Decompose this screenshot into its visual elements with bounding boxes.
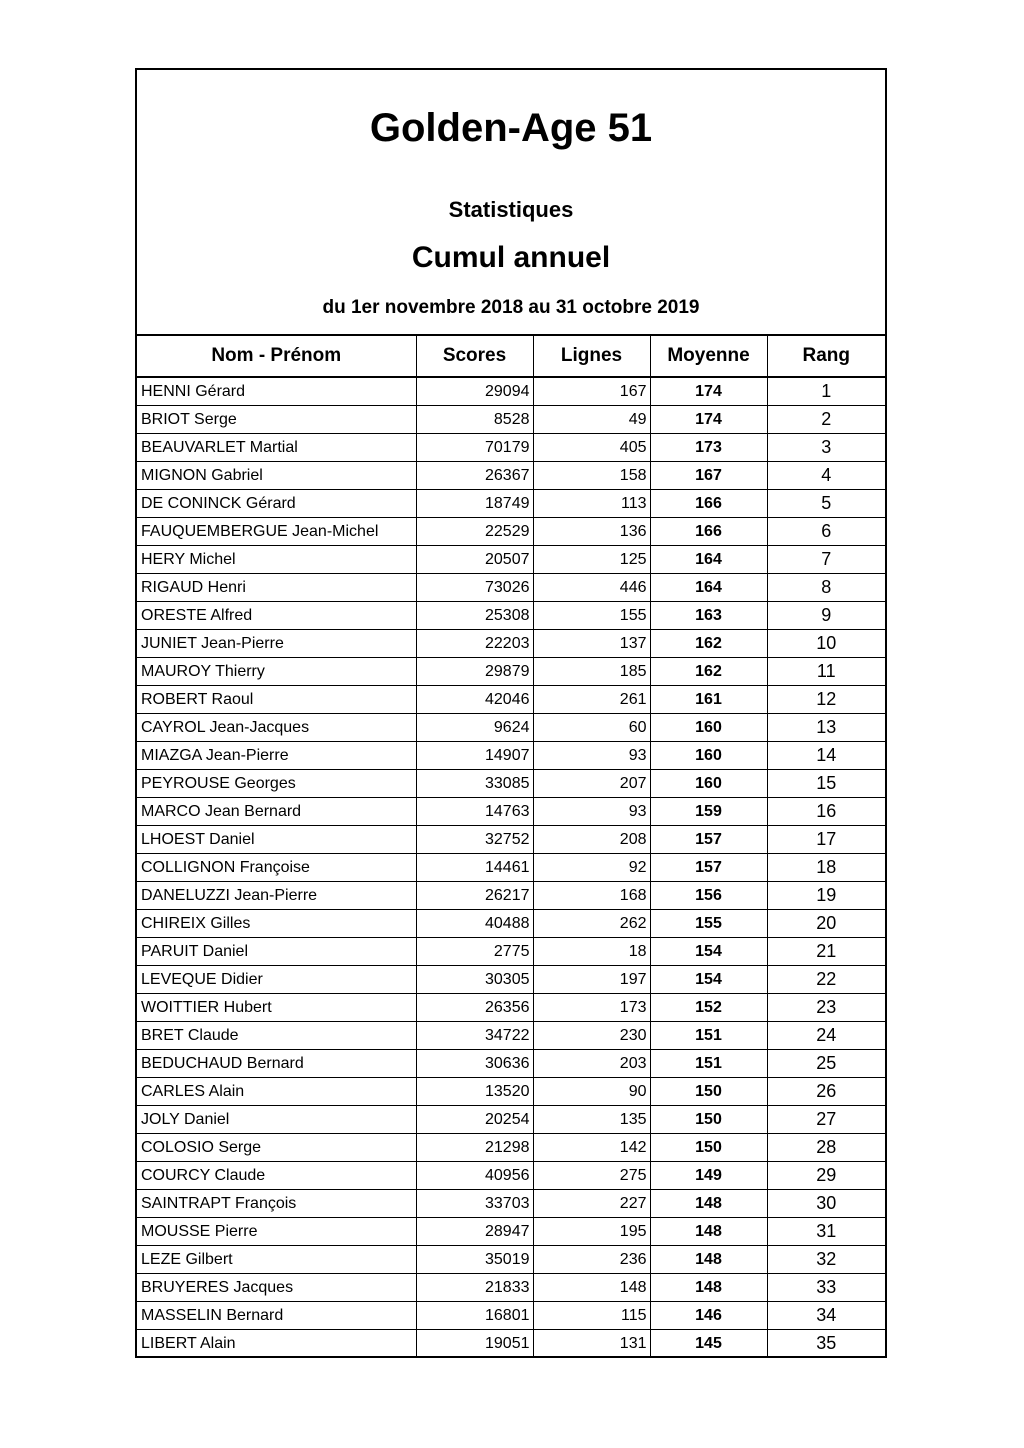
rank-cell: 9 xyxy=(767,602,885,630)
scores-cell: 73026 xyxy=(416,574,533,602)
table-row xyxy=(137,882,885,910)
scores-cell: 40488 xyxy=(416,910,533,938)
table-row xyxy=(137,434,885,462)
player-name-cell: CAYROL Jean-Jacques xyxy=(137,714,416,742)
scores-cell: 13520 xyxy=(416,1078,533,1106)
lines-cell: 230 xyxy=(533,1022,650,1050)
lines-cell: 136 xyxy=(533,518,650,546)
average-cell: 164 xyxy=(650,546,767,574)
average-cell: 151 xyxy=(650,1050,767,1078)
lines-cell: 115 xyxy=(533,1302,650,1330)
rank-cell: 32 xyxy=(767,1246,885,1274)
table-row xyxy=(137,770,885,798)
table-row xyxy=(137,1134,885,1162)
table-row xyxy=(137,1162,885,1190)
rank-cell: 22 xyxy=(767,966,885,994)
table-row xyxy=(137,798,885,826)
player-name-cell: PARUIT Daniel xyxy=(137,938,416,966)
column-header-scores: Scores xyxy=(416,335,533,377)
rank-cell: 10 xyxy=(767,630,885,658)
lines-cell: 207 xyxy=(533,770,650,798)
rank-cell: 4 xyxy=(767,462,885,490)
average-cell: 160 xyxy=(650,714,767,742)
player-name-cell: COLOSIO Serge xyxy=(137,1134,416,1162)
lines-cell: 168 xyxy=(533,882,650,910)
page-subtitle: Statistiques xyxy=(448,197,574,222)
column-header-average: Moyenne xyxy=(650,335,767,377)
table-row xyxy=(137,966,885,994)
player-name-cell: MARCO Jean Bernard xyxy=(137,798,416,826)
rank-cell: 25 xyxy=(767,1050,885,1078)
average-cell: 159 xyxy=(650,798,767,826)
lines-cell: 93 xyxy=(533,742,650,770)
table-row xyxy=(137,714,885,742)
average-cell: 145 xyxy=(650,1330,767,1358)
table-body xyxy=(137,377,885,1357)
table-row xyxy=(137,1078,885,1106)
table-row xyxy=(137,994,885,1022)
player-name-cell: LIBERT Alain xyxy=(137,1330,416,1358)
scores-cell: 40956 xyxy=(416,1162,533,1190)
rank-cell: 13 xyxy=(767,714,885,742)
rank-cell: 7 xyxy=(767,546,885,574)
player-name-cell: COLLIGNON Françoise xyxy=(137,854,416,882)
average-cell: 173 xyxy=(650,434,767,462)
ranking-table xyxy=(137,334,885,1357)
column-header-rank: Rang xyxy=(767,335,885,377)
rank-cell: 24 xyxy=(767,1022,885,1050)
player-name-cell: DE CONINCK Gérard xyxy=(137,490,416,518)
table-row xyxy=(137,630,885,658)
rank-cell: 35 xyxy=(767,1330,885,1358)
scores-cell: 21833 xyxy=(416,1274,533,1302)
player-name-cell: CHIREIX Gilles xyxy=(137,910,416,938)
lines-cell: 155 xyxy=(533,602,650,630)
table-row xyxy=(137,1190,885,1218)
average-cell: 152 xyxy=(650,994,767,1022)
scores-cell: 8528 xyxy=(416,406,533,434)
column-header-name: Nom - Prénom xyxy=(137,335,416,377)
table-row xyxy=(137,938,885,966)
sheet-header xyxy=(137,70,885,334)
player-name-cell: CARLES Alain xyxy=(137,1078,416,1106)
scores-cell: 29094 xyxy=(416,377,533,406)
rank-cell: 8 xyxy=(767,574,885,602)
scores-cell: 14907 xyxy=(416,742,533,770)
table-row xyxy=(137,1022,885,1050)
lines-cell: 90 xyxy=(533,1078,650,1106)
scores-cell: 2775 xyxy=(416,938,533,966)
table-row xyxy=(137,1302,885,1330)
rank-cell: 2 xyxy=(767,406,885,434)
rank-cell: 3 xyxy=(767,434,885,462)
player-name-cell: DANELUZZI Jean-Pierre xyxy=(137,882,416,910)
table-row xyxy=(137,686,885,714)
scores-cell: 32752 xyxy=(416,826,533,854)
lines-cell: 148 xyxy=(533,1274,650,1302)
average-cell: 161 xyxy=(650,686,767,714)
scores-cell: 26356 xyxy=(416,994,533,1022)
table-row xyxy=(137,658,885,686)
lines-cell: 197 xyxy=(533,966,650,994)
average-cell: 148 xyxy=(650,1218,767,1246)
rank-cell: 19 xyxy=(767,882,885,910)
lines-cell: 93 xyxy=(533,798,650,826)
table-header-row xyxy=(137,335,885,377)
page-title: Golden-Age 51 xyxy=(369,106,653,150)
player-name-cell: HENNI Gérard xyxy=(137,377,416,406)
rank-cell: 21 xyxy=(767,938,885,966)
scores-cell: 30636 xyxy=(416,1050,533,1078)
average-cell: 174 xyxy=(650,406,767,434)
player-name-cell: BEAUVARLET Martial xyxy=(137,434,416,462)
average-cell: 154 xyxy=(650,966,767,994)
lines-cell: 275 xyxy=(533,1162,650,1190)
table-row xyxy=(137,406,885,434)
lines-cell: 60 xyxy=(533,714,650,742)
player-name-cell: FAUQUEMBERGUE Jean-Michel xyxy=(137,518,416,546)
scores-cell: 22529 xyxy=(416,518,533,546)
player-name-cell: LHOEST Daniel xyxy=(137,826,416,854)
rank-cell: 12 xyxy=(767,686,885,714)
average-cell: 166 xyxy=(650,490,767,518)
statistics-sheet xyxy=(135,68,887,1358)
player-name-cell: BEDUCHAUD Bernard xyxy=(137,1050,416,1078)
average-cell: 157 xyxy=(650,854,767,882)
lines-cell: 49 xyxy=(533,406,650,434)
player-name-cell: PEYROUSE Georges xyxy=(137,770,416,798)
lines-cell: 167 xyxy=(533,377,650,406)
player-name-cell: SAINTRAPT François xyxy=(137,1190,416,1218)
player-name-cell: JUNIET Jean-Pierre xyxy=(137,630,416,658)
lines-cell: 92 xyxy=(533,854,650,882)
player-name-cell: LEZE Gilbert xyxy=(137,1246,416,1274)
average-cell: 155 xyxy=(650,910,767,938)
scores-cell: 33085 xyxy=(416,770,533,798)
average-cell: 166 xyxy=(650,518,767,546)
scores-cell: 26367 xyxy=(416,462,533,490)
player-name-cell: LEVEQUE Didier xyxy=(137,966,416,994)
table-row xyxy=(137,1050,885,1078)
player-name-cell: MIAZGA Jean-Pierre xyxy=(137,742,416,770)
lines-cell: 195 xyxy=(533,1218,650,1246)
table-row xyxy=(137,462,885,490)
average-cell: 151 xyxy=(650,1022,767,1050)
rank-cell: 6 xyxy=(767,518,885,546)
lines-cell: 131 xyxy=(533,1330,650,1358)
lines-cell: 227 xyxy=(533,1190,650,1218)
table-row xyxy=(137,826,885,854)
scores-cell: 21298 xyxy=(416,1134,533,1162)
lines-cell: 261 xyxy=(533,686,650,714)
player-name-cell: ORESTE Alfred xyxy=(137,602,416,630)
table-row xyxy=(137,1274,885,1302)
rank-cell: 1 xyxy=(767,377,885,406)
scores-cell: 70179 xyxy=(416,434,533,462)
scores-cell: 16801 xyxy=(416,1302,533,1330)
scores-cell: 14461 xyxy=(416,854,533,882)
scores-cell: 18749 xyxy=(416,490,533,518)
lines-cell: 236 xyxy=(533,1246,650,1274)
average-cell: 164 xyxy=(650,574,767,602)
average-cell: 162 xyxy=(650,630,767,658)
lines-cell: 135 xyxy=(533,1106,650,1134)
scores-cell: 22203 xyxy=(416,630,533,658)
lines-cell: 203 xyxy=(533,1050,650,1078)
lines-cell: 185 xyxy=(533,658,650,686)
table-row xyxy=(137,518,885,546)
lines-cell: 137 xyxy=(533,630,650,658)
rank-cell: 29 xyxy=(767,1162,885,1190)
table-row xyxy=(137,1246,885,1274)
rank-cell: 23 xyxy=(767,994,885,1022)
scores-cell: 19051 xyxy=(416,1330,533,1358)
average-cell: 149 xyxy=(650,1162,767,1190)
average-cell: 154 xyxy=(650,938,767,966)
player-name-cell: ROBERT Raoul xyxy=(137,686,416,714)
average-cell: 163 xyxy=(650,602,767,630)
lines-cell: 18 xyxy=(533,938,650,966)
rank-cell: 31 xyxy=(767,1218,885,1246)
average-cell: 150 xyxy=(650,1106,767,1134)
table-row xyxy=(137,546,885,574)
scores-cell: 14763 xyxy=(416,798,533,826)
average-cell: 148 xyxy=(650,1274,767,1302)
table-row xyxy=(137,742,885,770)
lines-cell: 405 xyxy=(533,434,650,462)
average-cell: 156 xyxy=(650,882,767,910)
rank-cell: 18 xyxy=(767,854,885,882)
average-cell: 167 xyxy=(650,462,767,490)
rank-cell: 17 xyxy=(767,826,885,854)
scores-cell: 29879 xyxy=(416,658,533,686)
average-cell: 157 xyxy=(650,826,767,854)
rank-cell: 28 xyxy=(767,1134,885,1162)
table-row xyxy=(137,377,885,406)
player-name-cell: JOLY Daniel xyxy=(137,1106,416,1134)
period-label: du 1er novembre 2018 au 31 octobre 2019 xyxy=(322,297,700,318)
average-cell: 162 xyxy=(650,658,767,686)
average-cell: 148 xyxy=(650,1246,767,1274)
player-name-cell: MASSELIN Bernard xyxy=(137,1302,416,1330)
player-name-cell: HERY Michel xyxy=(137,546,416,574)
player-name-cell: WOITTIER Hubert xyxy=(137,994,416,1022)
rank-cell: 5 xyxy=(767,490,885,518)
scores-cell: 26217 xyxy=(416,882,533,910)
player-name-cell: MOUSSE Pierre xyxy=(137,1218,416,1246)
scores-cell: 25308 xyxy=(416,602,533,630)
table-row xyxy=(137,1330,885,1358)
lines-cell: 142 xyxy=(533,1134,650,1162)
table-row xyxy=(137,574,885,602)
player-name-cell: COURCY Claude xyxy=(137,1162,416,1190)
rank-cell: 27 xyxy=(767,1106,885,1134)
table-row xyxy=(137,1218,885,1246)
scores-cell: 33703 xyxy=(416,1190,533,1218)
rank-cell: 30 xyxy=(767,1190,885,1218)
average-cell: 150 xyxy=(650,1134,767,1162)
average-cell: 160 xyxy=(650,770,767,798)
rank-cell: 33 xyxy=(767,1274,885,1302)
table-row xyxy=(137,910,885,938)
rank-cell: 34 xyxy=(767,1302,885,1330)
scores-cell: 9624 xyxy=(416,714,533,742)
player-name-cell: MAUROY Thierry xyxy=(137,658,416,686)
player-name-cell: BRIOT Serge xyxy=(137,406,416,434)
table-row xyxy=(137,602,885,630)
player-name-cell: BRET Claude xyxy=(137,1022,416,1050)
table-row xyxy=(137,854,885,882)
table-row xyxy=(137,490,885,518)
rank-cell: 26 xyxy=(767,1078,885,1106)
lines-cell: 113 xyxy=(533,490,650,518)
scores-cell: 20507 xyxy=(416,546,533,574)
scores-cell: 20254 xyxy=(416,1106,533,1134)
rank-cell: 15 xyxy=(767,770,885,798)
player-name-cell: BRUYERES Jacques xyxy=(137,1274,416,1302)
scores-cell: 42046 xyxy=(416,686,533,714)
lines-cell: 262 xyxy=(533,910,650,938)
player-name-cell: MIGNON Gabriel xyxy=(137,462,416,490)
rank-cell: 11 xyxy=(767,658,885,686)
scores-cell: 28947 xyxy=(416,1218,533,1246)
lines-cell: 446 xyxy=(533,574,650,602)
average-cell: 148 xyxy=(650,1190,767,1218)
rank-cell: 20 xyxy=(767,910,885,938)
average-cell: 174 xyxy=(650,377,767,406)
scores-cell: 30305 xyxy=(416,966,533,994)
lines-cell: 125 xyxy=(533,546,650,574)
average-cell: 160 xyxy=(650,742,767,770)
player-name-cell: RIGAUD Henri xyxy=(137,574,416,602)
lines-cell: 173 xyxy=(533,994,650,1022)
scores-cell: 35019 xyxy=(416,1246,533,1274)
table-row xyxy=(137,1106,885,1134)
average-cell: 146 xyxy=(650,1302,767,1330)
scores-cell: 34722 xyxy=(416,1022,533,1050)
lines-cell: 208 xyxy=(533,826,650,854)
column-header-lines: Lignes xyxy=(533,335,650,377)
rank-cell: 16 xyxy=(767,798,885,826)
average-cell: 150 xyxy=(650,1078,767,1106)
rank-cell: 14 xyxy=(767,742,885,770)
section-heading: Cumul annuel xyxy=(411,241,611,274)
lines-cell: 158 xyxy=(533,462,650,490)
